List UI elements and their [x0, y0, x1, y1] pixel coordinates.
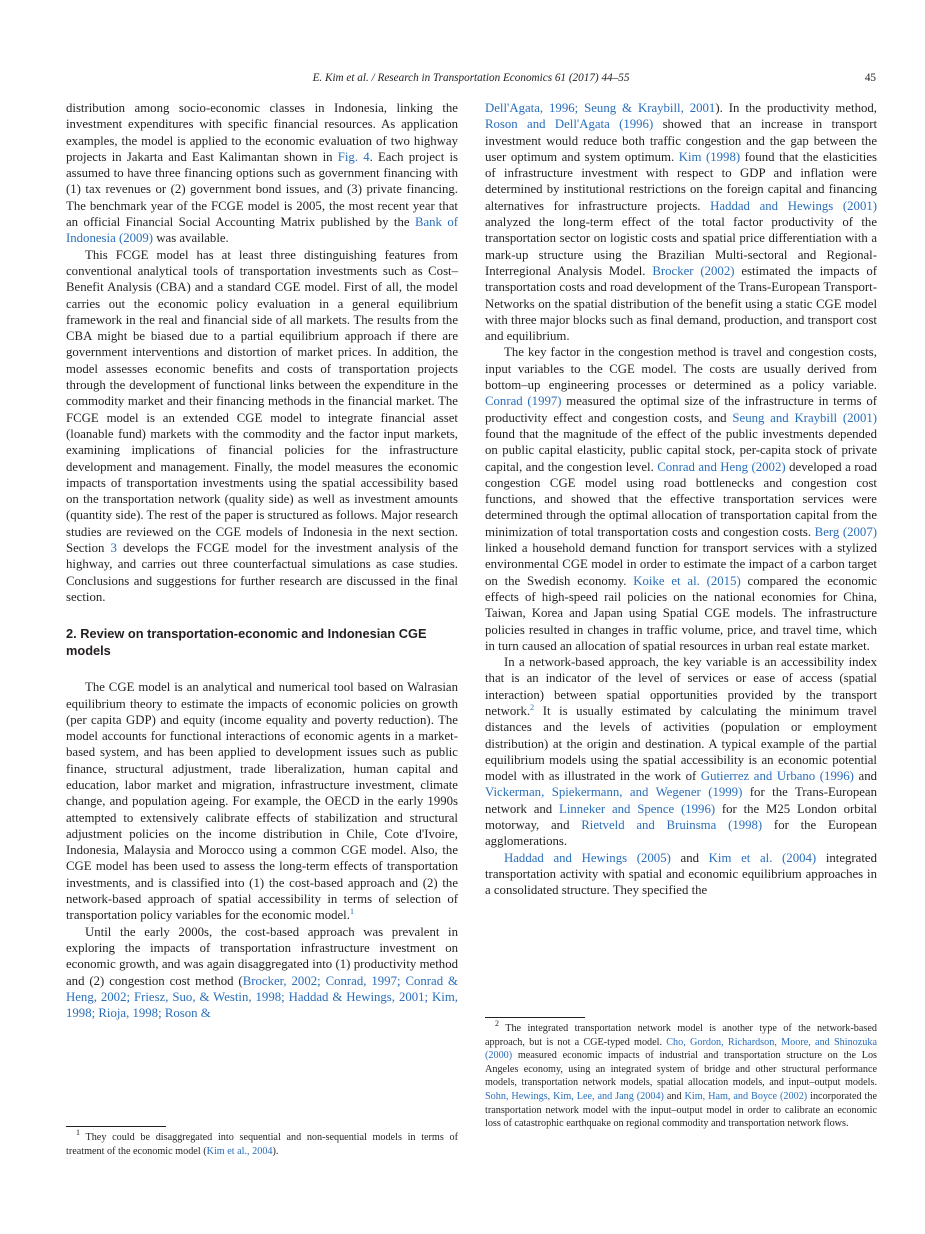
text: for the European agglomerations. — [485, 818, 878, 849]
footnote-mark: 1 — [76, 1128, 80, 1137]
paragraph — [66, 247, 458, 606]
text: incorporated the transportation network model with the input–output model in order to calibrate an economic loss of catastrophic earthquake on regional commodity and transportation network flows. — [485, 1090, 877, 1130]
text: for the M25 London orbital motorway, and — [485, 801, 877, 833]
text: Until the early 2000s, the cost-based approach was prevalent in exploring the impacts of transportation infrastructure investment on economic growth, and was again disaggregated into (1) productivity method and (2) congestion cost method ( — [66, 924, 458, 988]
citation-link[interactable]: Roson and Dell'Agata (1996) — [485, 117, 654, 132]
citation-link[interactable]: Kim et al., 2004 — [206, 1145, 273, 1157]
text: and — [663, 1090, 685, 1102]
paragraph — [485, 100, 877, 344]
footnote-mark: 2 — [495, 1019, 499, 1028]
text: found that the elasticities of infrastructure investment with respect to GDP and inflation were determined by institutional restrictions on the foreign capital and financing alternatives for infrastructure projects. — [485, 149, 877, 213]
paragraph — [66, 100, 458, 247]
citation-link[interactable]: Brocker (2002) — [652, 263, 735, 278]
text: and — [853, 769, 877, 784]
citation-link[interactable]: Brocker, 2002; Conrad, 1997; Conrad & Heng, 2002; Friesz, Suo, & Westin, 1998; Haddad & Hewings, 2001; Kim, 1998; Rioja, 1998; Roson & — [66, 973, 458, 1021]
text: The key factor in the congestion method is travel and congestion costs, input variables to the CGE model. The costs are usually derived from bottom–up engineering processes or determined as a policy variable. — [485, 345, 877, 393]
text: In a network-based approach, the key variable is an accessibility index that is an indicator of the level of services or ease of access (spatial interaction) between spatial opportunities provided by the transport network. — [485, 655, 877, 718]
footnote-divider — [66, 1126, 166, 1127]
text: estimated the impacts of transportation costs and road development of the Trans-European Transport-Networks on the spatial distribution of the benefit using a static CGE model with three major blocks such as final demand, production, and transport cost and equilibrium. — [485, 263, 878, 344]
left-column — [66, 100, 458, 1021]
text: was available. — [153, 231, 229, 246]
citation-link[interactable]: Koike et al. (2015) — [633, 573, 741, 588]
running-head — [66, 72, 876, 88]
paragraph — [66, 679, 458, 923]
citation-link[interactable]: Cho, Gordon, Richardson, Moore, and Shinozuka (2000) — [485, 1036, 877, 1062]
citation-link[interactable]: Kim et al. (2004) — [708, 850, 817, 865]
citation-link[interactable]: Bank of Indonesia (2009) — [66, 215, 458, 246]
running-title: E. Kim et al. / Research in Transportation Economics 61 (2017) 44–55 — [312, 72, 630, 84]
text: and — [670, 850, 709, 865]
citation-link[interactable]: Berg (2007) — [814, 524, 877, 539]
text: for the Trans-European network and — [485, 785, 877, 816]
paragraph — [66, 924, 458, 1022]
text: showed that an increase in transport investment would reduce both traffic congestion and the gap between the user optimum and system optimum. — [485, 117, 878, 164]
text: measured economic impacts of industrial and transportation structure on the Los Angeles economy, using an integrated system of bridge and other structural performance models, transportation network models, spatial allocation models, and input–output models. — [485, 1050, 877, 1089]
citation-link[interactable]: Haddad and Hewings (2001) — [710, 198, 877, 213]
text: developed a road congestion CGE model using road bottlenecks and congestion cost functions, and showed that the effective transportation services were determined through the optimal allocation of transportation capital from the minimization of total transportation costs and congestion costs. — [485, 459, 877, 539]
citation-link[interactable]: Gutierrez and Urbano (1996) — [700, 769, 854, 784]
text: It is usually estimated by calculating the minimum travel distances and the levels of activities (population or employment distribution) at the origin and destination. A typical example of the partial equilibrium models using the spatial accessibility is an economic potential model with as illustrated in the work of — [485, 703, 877, 784]
page-number: 45 — [864, 72, 876, 84]
paragraph — [485, 654, 877, 850]
text: integrated transportation activity with spatial and economic equilibrium approaches in a consolidated structure. They specified the — [485, 850, 877, 898]
footnote-2 — [485, 1019, 877, 1131]
citation-link[interactable]: Kim, Ham, and Boyce (2002) — [684, 1090, 808, 1102]
paragraph — [485, 850, 877, 899]
text: linked a household demand function for transport services with a stylized environmental CGE model in order to estimate the impact of a carbon target on the Swedish economy. — [485, 541, 877, 588]
text: compared the economic effects of high-speed rail policies on the national economies for China, Taiwan, Korea and Japan using Spatial CGE models. The infrastructure policies resulted in changes in traffic volume, price, and travel time, which in turn caused an allocation of spatial resources in urban real estate market. — [485, 573, 877, 653]
footnote-divider — [485, 1017, 585, 1018]
citation-link[interactable]: Haddad and Hewings (2005) — [504, 850, 671, 865]
citation-link[interactable]: Sohn, Hewings, Kim, Lee, and Jang (2004) — [485, 1090, 664, 1102]
text: ). In the productivity method, — [715, 101, 877, 115]
text: This FCGE model has at least three distinguishing features from conventional analytical tools of transportation investments such as Cost–Benefit Analysis (CBA) and a standard CGE model. First of all, the model carries out the economic policy evaluation in a general equilibrium framework in the real and financial side of all markets. The results from the CBA might be biased due to a partial equilibrium approach if there are government interventions and distortion of market prices. In addition, the model assesses economic benefits and costs of transportation projects through the development of functional links between the expenditure in the commodity market and their financing methods in the financial market. The FCGE model is an extended CGE model to integrate financial asset (loanable fund) markets with the commodity and the factor input markets, examining implications of financial policies for the infrastructure development and management. Finally, the model measures the economic impacts of transportation investments using the spatial accessibility based on the transportation network (quality side) as well as investment amounts (quantity side). The rest of the paper is structured as follows. Major research studies are reviewed on the CGE models of Indonesia in the next section. Section — [66, 247, 458, 556]
citation-link[interactable]: Linneker and Spence (1996) — [559, 801, 716, 816]
text: measured the optimal size of the infrastructure in terms of productivity effect and congestion costs, and — [485, 394, 877, 425]
text: found that the magnitude of the effect of the public investments depended on public capital elasticity, public capital stock, per-capita stock of private capital, and the congestion level. — [485, 426, 877, 474]
citation-link[interactable]: Fig. 4 — [337, 149, 370, 164]
section-link[interactable]: 3 — [110, 541, 117, 556]
footnote-ref[interactable]: 1 — [349, 907, 354, 917]
text: analyzed the long-term effect of the total factor productivity of the transportation sector on logistic costs and spatial price differentiation with a mark-up structure using the Brazilian Multi-sectoral and Regional-Interregional Analysis Model. — [485, 215, 877, 278]
paragraph — [485, 344, 877, 654]
citation-link[interactable]: Conrad and Heng (2002) — [657, 459, 786, 474]
footnote-1 — [66, 1128, 458, 1158]
citation-link[interactable]: Dell'Agata, 1996; Seung & Kraybill, 2001 — [485, 101, 716, 115]
citation-link[interactable]: Seung and Kraybill (2001) — [732, 410, 877, 425]
citation-link[interactable]: Rietveld and Bruinsma (1998) — [581, 818, 763, 833]
text: The CGE model is an analytical and numerical tool based on Walrasian equilibrium theory to estimate the impacts of economic policies on growth (per capita GDP) and equity (income equality and poverty reduction). The model accounts for functional interactions of economic agents in a market-based system, and has been applied to development issues such as public finance, structural adjustment, trade liberalization, human capital and education, labor market and migration, infrastructure investment, climate change, and population ageing. For example, the OECD in the early 1990s attempted to extensively calibrate effects of stabilization and structural adjustment policies on the income distribution in Chile, Cote d'Ivoire, Indonesia, Malaysia and Morocco using a common CGE model. Also, the CGE model has been used to assess the long-term effects of transportation investments, and is classified into (1) the cost-based approach and (2) the network-based approach of spatial accessibility in terms of selection of transportation policy variables for the economic model. — [66, 680, 458, 923]
text: distribution among socio-economic classes in Indonesia, linking the investment expenditures with specific financial resources. As application examples, the model is applied to the economic evaluation of two highway projects in Jakarta and East Kalimantan shown in — [66, 101, 458, 164]
text: The integrated transportation network model is another type of the network-based approach, but is not a CGE-typed model. — [485, 1023, 877, 1048]
citation-link[interactable]: Vickerman, Spiekermann, and Wegener (1999) — [485, 785, 743, 800]
citation-link[interactable]: Kim (1998) — [678, 149, 741, 164]
citation-link[interactable]: Conrad (1997) — [485, 394, 562, 409]
section-title: 2. Review on transportation-economic and Indonesian CGE models — [66, 626, 427, 658]
right-column — [485, 100, 877, 899]
footnote-ref[interactable]: 2 — [530, 702, 535, 712]
text: ). — [272, 1145, 279, 1157]
text: develops the FCGE model for the investment analysis of the highway, and carries out three counterfactual simulations as case studies. Conclusions and suggestions for further research are discussed in the final section. — [66, 541, 458, 604]
text: . Each project is assumed to have three financing options such as government financing with (1) tax revenues or (2) government bond issues, and (3) private financing. The benchmark year of the FCGE model is 2005, the most recent year that an official Financial Social Accounting Matrix published by the — [66, 149, 458, 230]
text: They could be disaggregated into sequential and non-sequential models in terms of treatment of the economic model ( — [66, 1132, 458, 1157]
